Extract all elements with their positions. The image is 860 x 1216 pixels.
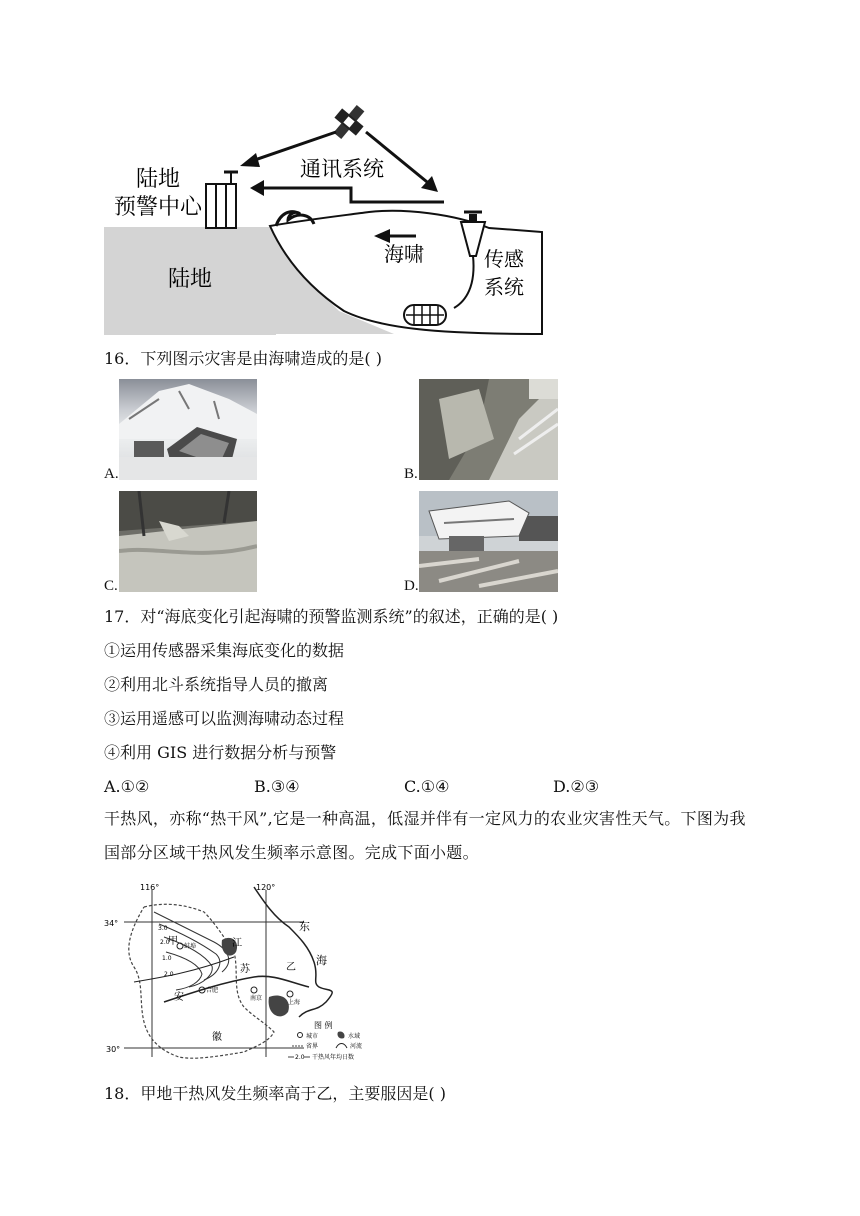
- isoline-label: 2.0: [164, 971, 174, 978]
- place-label-hai: 海: [316, 954, 327, 967]
- legend-isoline: 干热风年均日数: [312, 1054, 355, 1061]
- city-label-bengbu: 蚌埠: [184, 943, 197, 950]
- q16-photo-c[interactable]: [119, 491, 257, 592]
- legend-province-border: 省界: [306, 1043, 319, 1050]
- q17-choice-d[interactable]: D.②③: [553, 777, 600, 796]
- q17-choice-a[interactable]: A.①②: [104, 777, 150, 796]
- legend-river: 河流: [350, 1043, 363, 1050]
- isoline-label: 3.0: [158, 925, 168, 932]
- warning-center-label-1: 陆地: [136, 167, 181, 192]
- q16-option-d-letter[interactable]: D.: [404, 578, 419, 594]
- place-label-dong: 东: [299, 920, 310, 933]
- city-label-shanghai: 上海: [288, 999, 301, 1006]
- q16-option-c-letter[interactable]: C.: [104, 578, 118, 594]
- q16-option-a-letter[interactable]: A.: [104, 466, 119, 482]
- q17-statement-4: ④利用 GIS 进行数据分析与预警: [104, 743, 337, 762]
- legend-isoline-sample: 2.0: [295, 1054, 305, 1061]
- isoline-label: 1.0: [162, 955, 172, 962]
- sensor-label-2: 系统: [484, 275, 524, 299]
- place-label-jia: 甲: [168, 936, 178, 947]
- warning-center-label-2: 预警中心: [114, 195, 203, 220]
- q17-choice-b[interactable]: B.③④: [254, 777, 300, 796]
- isoline-label: 2.0: [160, 939, 170, 946]
- arrow-to-center-icon: [240, 153, 260, 167]
- q17-statement-3: ③运用遥感可以监测海啸动态过程: [104, 709, 345, 728]
- q17-choice-c[interactable]: C.①④: [404, 777, 450, 796]
- sensor-label-1: 传感: [484, 247, 524, 271]
- tsunami-warning-diagram: [104, 96, 554, 341]
- passage-text: 干热风，亦称“热干风”,它是一种高温，低湿并伴有一定风力的农业灾害性天气。下图为我国部分区域干热风发生频率示意图。完成下面小题。: [104, 809, 746, 862]
- tsunami-label: 海啸: [384, 242, 424, 266]
- warning-center-tower-icon: [206, 172, 238, 228]
- q17-stem: 17．对“海底变化引起海啸的预警监测系统”的叙述，正确的是( ): [104, 607, 559, 626]
- q18-stem: 18．甲地干热风发生频率高于乙，主要服因是( ): [104, 1084, 446, 1103]
- legend-title: 图 例: [314, 1021, 333, 1030]
- lon-label-120: 120°: [256, 883, 276, 892]
- lon-label-116: 116°: [140, 883, 160, 892]
- city-label-nanjing: 南京: [250, 995, 263, 1002]
- place-label-an: 安: [174, 992, 184, 1003]
- city-label-hefei: 合肥: [206, 987, 219, 994]
- place-label-hui: 徽: [212, 1032, 222, 1043]
- land-label: 陆地: [168, 267, 213, 292]
- arrow-signal-icon: [250, 180, 264, 196]
- q16-stem: 16．下列图示灾害是由海啸造成的是( ): [104, 349, 382, 368]
- dry-hot-wind-map: [104, 882, 400, 1068]
- q16-photo-b[interactable]: [419, 379, 558, 480]
- seabed-sensor-icon: [404, 305, 446, 325]
- q16-photo-a[interactable]: [119, 379, 257, 480]
- q17-statement-2: ②利用北斗系统指导人员的撤离: [104, 675, 329, 694]
- place-label-jiang: 江: [232, 938, 242, 949]
- q17-statement-1: ①运用传感器采集海底变化的数据: [104, 641, 345, 660]
- communication-label: 通讯系统: [300, 157, 384, 181]
- q16-option-b-letter[interactable]: B.: [404, 466, 418, 482]
- place-label-yi: 乙: [286, 962, 296, 973]
- lat-label-30: 30°: [106, 1045, 121, 1054]
- legend-city: 城市: [306, 1033, 319, 1040]
- place-label-su: 苏: [240, 964, 250, 975]
- satellite-icon: [327, 99, 372, 145]
- legend-water: 水域: [348, 1033, 361, 1040]
- lat-label-34: 34°: [104, 919, 119, 928]
- q16-photo-d[interactable]: [419, 491, 558, 592]
